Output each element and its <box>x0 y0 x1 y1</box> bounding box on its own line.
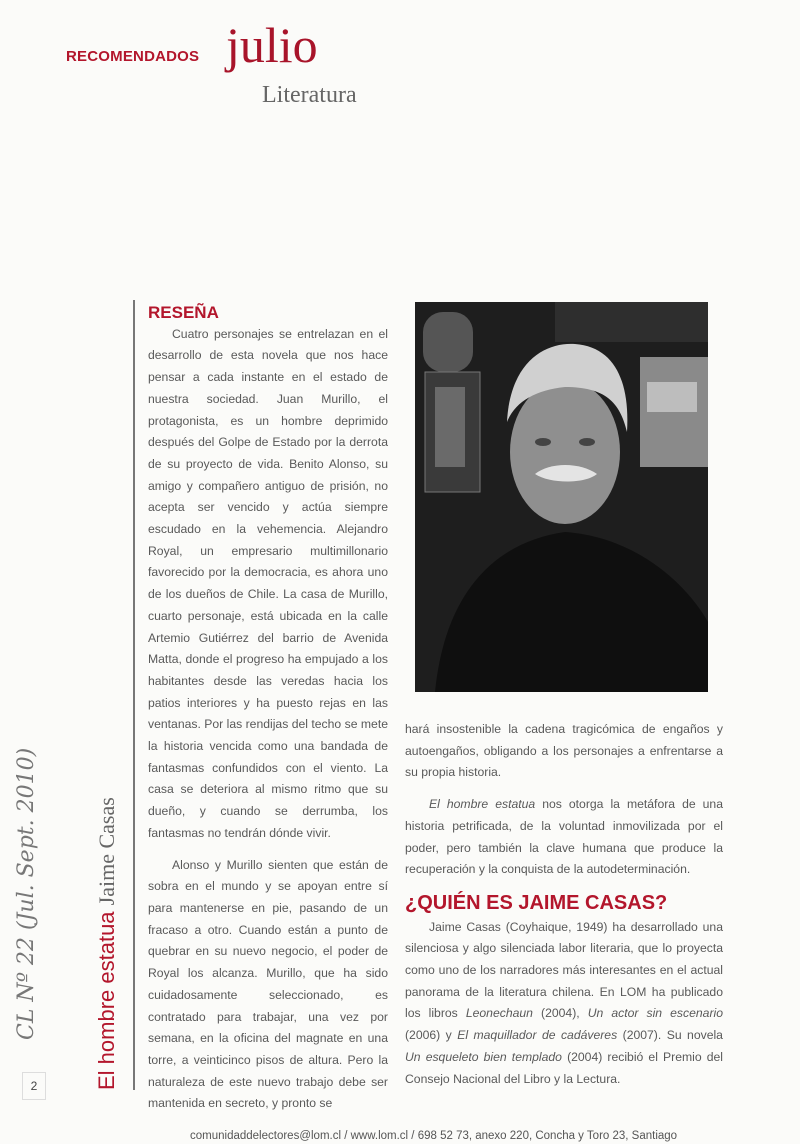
book-title-inline: El hombre estatua <box>429 797 536 812</box>
book-title-inline: Un actor sin escenario <box>587 1006 723 1021</box>
bio-text: Jaime Casas (Coyhaique, 1949) ha desarrollado una silenciosa y algo silenciada labor literaria, que lo proyecta como uno de los narradores más interesantes en el actual panorama de la literatura chilena. En LOM ha publicado los libros <box>405 919 723 1021</box>
review-paragraph: Alonso y Murillo sienten que están de sobra en el mundo y se apoyan entre sí para mantenerse en pie, pasando de un fracaso a otro. Cuando están a punto de quebrar en su nuevo negocio, el poder de Royal los alcanza. Murillo, que ha sido cuidadosamente seleccionado, es contratado para trabajar, una vez por semana, en la oficina del magnate en una torre, a veinticinco pisos de altura. Pero la naturaleza de este nuevo trabajo debe ser mantenida en secreto, y pronto se <box>148 857 388 1111</box>
book-title-inline: Leonechaun <box>465 1006 533 1021</box>
bio-text: (2004), <box>532 1006 588 1021</box>
vertical-book-title <box>94 797 120 1090</box>
section-kicker: RECOMENDADOS <box>66 48 200 65</box>
review-continuation: hará insostenible la cadena tragicómica de engaños y autoengaños, obligando a los personajes a enfrentarse a su propia historia. <box>405 722 723 780</box>
author-photo <box>415 302 708 692</box>
closing-text: nos otorga la metáfora de una historia petrificada, de la voluntad inmovilizada por el poder, pero también la clave humana que produce la recuperación y la conquista de la autodeterminación. <box>405 797 723 877</box>
review-closing <box>405 794 723 881</box>
page-number: 2 <box>22 1072 46 1100</box>
review-heading: RESEÑA <box>148 303 219 322</box>
footer-contact: comunidaddelectores@lom.cl / www.lom.cl / 698 52 73, anexo 220, Concha y Toro 23, Santiago <box>190 1130 678 1142</box>
review-column <box>148 302 388 1115</box>
month-title: julio <box>226 17 318 73</box>
column-divider <box>133 300 135 1090</box>
bio-heading: ¿QUIÉN ES JAIME CASAS? <box>405 891 668 914</box>
book-author: Jaime Casas <box>94 797 119 906</box>
handwritten-note: CL Nº 22 (Jul. Sept. 2010) <box>14 747 39 1040</box>
section-subtitle: Literatura <box>262 82 357 108</box>
right-column <box>405 719 723 1090</box>
bio-text: (2006) y <box>405 1028 458 1043</box>
book-title-inline: Un esqueleto bien templado <box>405 1049 562 1064</box>
bio-paragraph <box>405 917 723 1091</box>
bio-text: (2007). Su novela <box>617 1028 723 1043</box>
book-title-inline: El maquillador de cadáveres <box>457 1028 618 1043</box>
bio-text: (2004) recibió el Premio del Consejo Nacional del Libro y la Lectura. <box>405 1049 723 1086</box>
review-paragraph: Cuatro personajes se entrelazan en el desarrollo de esta novela que nos hace pensar a cada instante en el estado de nuestra sociedad. Juan Murillo, el protagonista, es un hombre deprimido después del Golpe de Estado por la derrota de su proyecto de vida. Benito Alonso, su amigo y compañero antiguo de prisión, no acepta ser vencido y actúa siempre escudado en la vehemencia. Alejandro Royal, un empresario multimillonario favorecido por la democracia, es ahora uno de los dueños de Chile. La casa de Murillo, cuarto personaje, está ubicada en la calle Artemio Gutiérrez del barrio de Avenida Matta, donde el progreso ha empujado a los habitantes desde las veredas hacia los patios interiores y ha puesto rejas en las ventanas. Por las rendijas del techo se mete la historia vencida como una bandada de fantasmas confundidos con el viento. La casa se deteriora al mismo ritmo que su dueño, y cuando se derrumba, los fantasmas no tendrán dónde vivir. <box>148 326 388 840</box>
book-title: El hombre estatua <box>94 911 119 1090</box>
facing-page-bleed <box>690 20 800 140</box>
author-portrait-image <box>415 302 708 692</box>
